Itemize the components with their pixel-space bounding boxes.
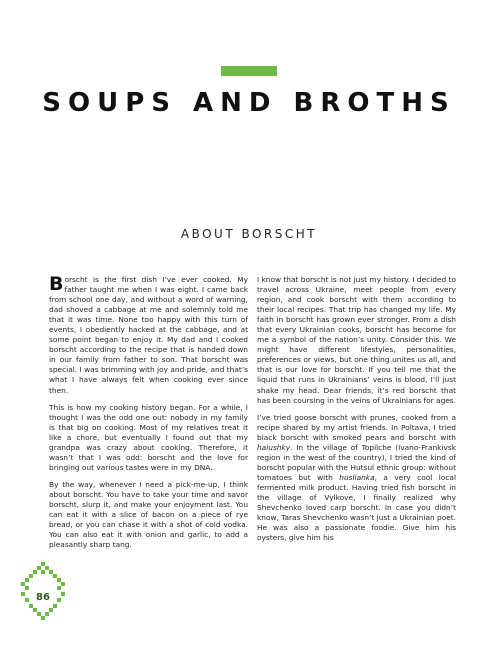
emphasized-term: huslianka <box>339 472 375 482</box>
paragraph: By the way, whenever I need a pick-me-up, I think about borscht. You have to take your time and savor borscht, slurp it, and make your enjoyment last. You can eat it with a slice of bacon on a piece of rye bread, or you can chase it with a shot of cold vodka. You can also eat it with onion and garlic, to add a pleasantly sharp tang. <box>49 479 248 550</box>
paragraph <box>49 275 248 396</box>
paragraph-text: . In the village of Topilche (Ivano-Frankivsk region in the west of the country), I tried the kind of borscht popular with the Hutsul ethnic group: without tomatoes but with <box>257 442 456 482</box>
paragraph: I know that borscht is not just my history. I decided to travel across Ukraine, meet people from every region, and cook borscht with them according to their local recipes. That trip has changed my life. My faith in borscht has grown ever stronger. From a dish that every Ukrainian cooks, borscht has become for me a symbol of the nation’s unity. Consider this. We might have different lifestyles, personalities, preferences or views, but one thing unites us all, and that is our love for borscht. If you tell me that the liquid that runs in Ukrainians’ veins is blood, I’ll just shake my head. Dear friends, it’s red borscht that has been coursing in the veins of Ukrainians for ages. <box>257 275 457 405</box>
paragraph: This is how my cooking history began. For a while, I thought I was the odd one out: nobody in my family is that big on cooking. Most of my relatives treat it like a chore, but eventually I found out that my grandpa was crazy about cooking. Therefore, it wasn’t that I was odd: borscht and the love for bringing out various tastes were in my DNA. <box>49 402 248 472</box>
paragraph-text: I’ve tried goose borscht with prunes, cooked from a recipe shared by my artist friends. In Poltava, I tried black borscht with smoked pears and borscht with <box>257 412 456 442</box>
section-title: ABOUT BORSCHT <box>180 227 318 241</box>
drop-cap: B <box>49 273 64 295</box>
title-accent-bar <box>221 66 277 76</box>
paragraph-text: , a very cool local fermented milk product. Having tried fish borscht in the village of Vylkove, I finally realized why Shevchenko loved carp borscht. In case you didn’t know, Taras Shevchenko wasn’t just a Ukrainian poet. He was also a passionate foodie. Give him his oysters, give him his <box>257 472 457 543</box>
paragraph <box>257 413 456 544</box>
emphasized-term: halushky <box>257 442 291 452</box>
right-text-column <box>257 275 456 550</box>
paragraph-text: orscht is the first dish I’ve ever cooked. My father taught me when I was eight. I came back from school one day, and without a word of warning, dad shoved a cabbage at me and solemnly told me that it was time. None too happy with this turn of events, I obediently hacked at the cabbage, and at some point began to enjoy it. My dad and I cooked borscht according to the recipe that is handed down in our family from father to son. That borscht was special. I was brimming with joy and pride, and that’s what I have always felt when cooking ever since then. <box>49 275 248 395</box>
chapter-title: SOUPS AND BROTHS <box>42 88 456 118</box>
left-text-column <box>49 275 248 557</box>
embroidery-ornament-icon <box>20 560 66 622</box>
page-number: 86 <box>36 592 50 603</box>
